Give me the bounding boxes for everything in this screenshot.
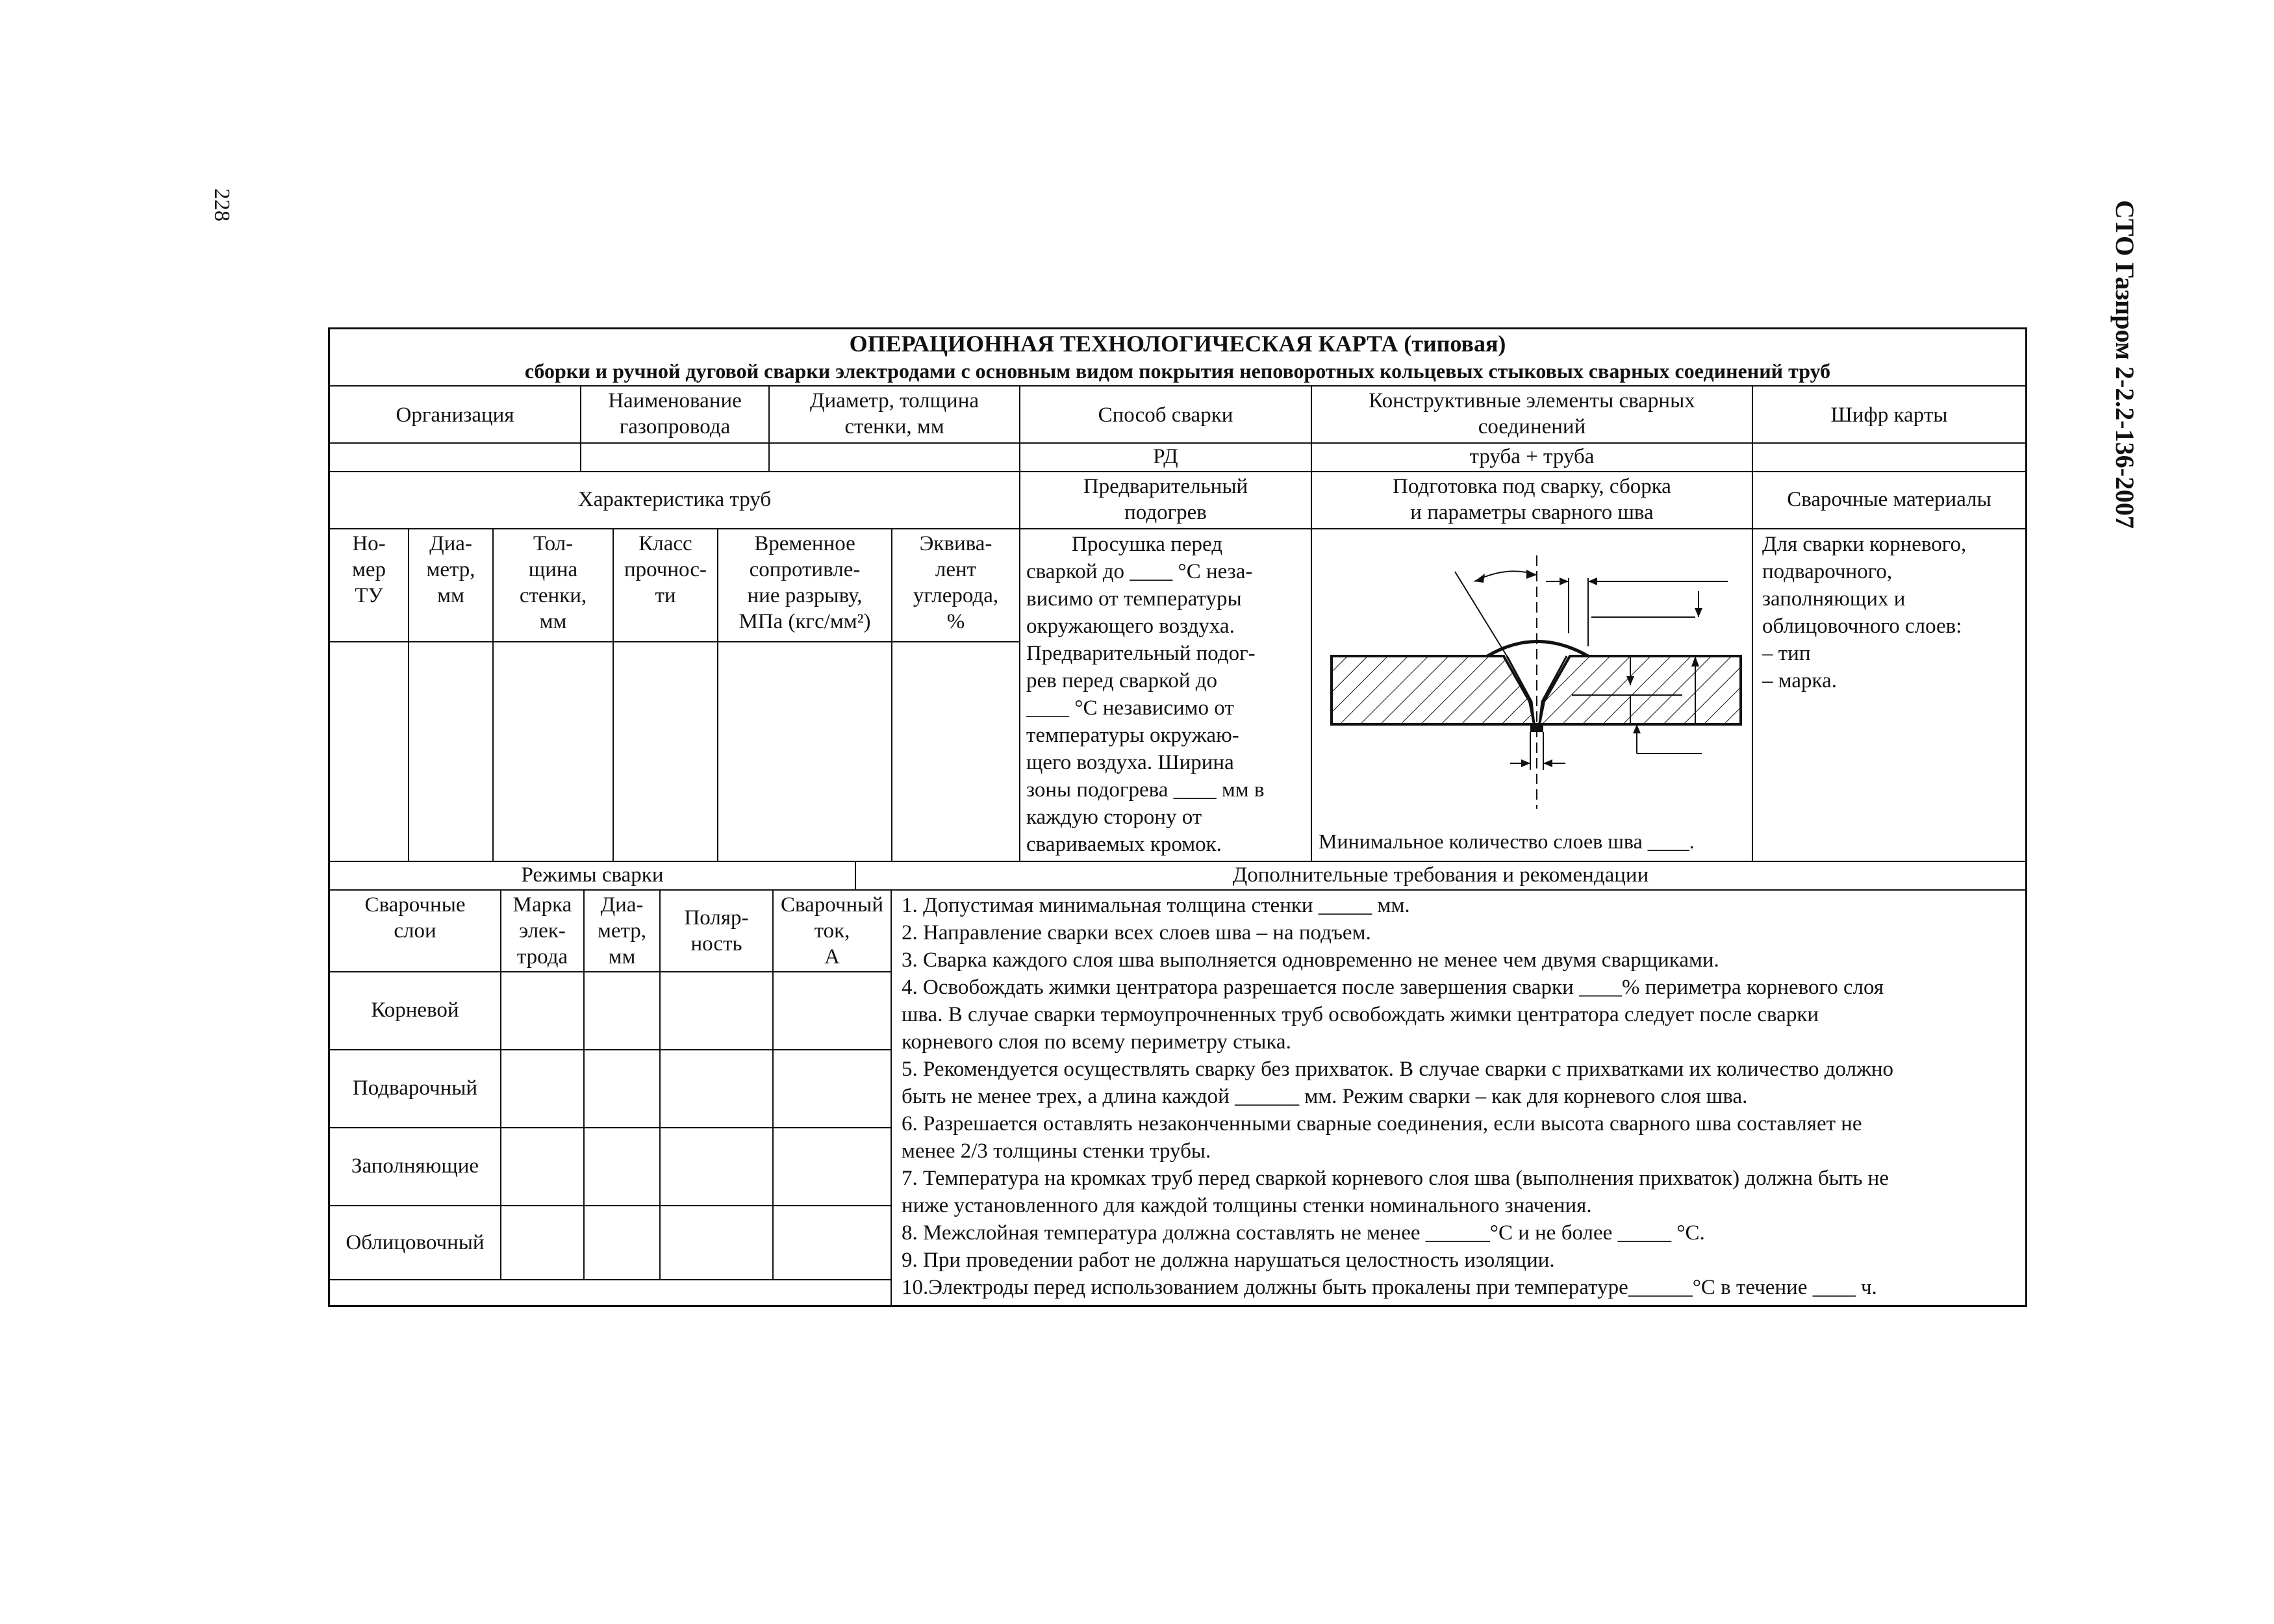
page-number: 228 [210,188,234,222]
materials-header: Сварочные материалы [1787,488,1991,511]
pipeline-name-header-2: газопровода [619,415,731,438]
requirement-item: 5. Рекомендуется осуществлять сварку без прихваток. В случае сварки с прихватками их количество должно [902,1058,1894,1081]
requirement-item: корневого слоя по всему периметру стыка. [902,1030,1291,1054]
pipe-characteristics-header: Характеристика труб [577,488,772,511]
card-title: ОПЕРАЦИОННАЯ ТЕХНОЛОГИЧЕСКАЯ КАРТА (типовая) [849,331,1506,357]
requirement-item: 7. Температура на кромках труб перед сваркой корневого слоя шва (выполнения прихваток) должна быть не [902,1167,1889,1190]
column-electrode-diameter: Диа- метр, мм [597,893,647,969]
requirement-item: 8. Межслойная температура должна составлять не менее ______°С и не более _____ °С. [902,1221,1705,1245]
rule [330,1049,891,1050]
requirement-item: ниже установленного для каждой толщины стенки номинального значения. [902,1194,1592,1217]
column-welding-current: Сварочный ток, А [780,893,884,969]
card-code-header: Шифр карты [1830,403,1948,427]
rule [330,385,2025,387]
welding-method-value: РД [1153,445,1178,468]
column-tensile-strength: Временное сопротивле- ние разрыву, МПа (кгс/мм²) [739,532,871,633]
structural-header-2: соединений [1478,415,1586,438]
right-pipe-section [1539,656,1741,724]
preheat-header-2: подогрев [1124,501,1207,524]
rule [330,1205,891,1206]
requirement-item: 2. Направление сварки всех слоев шва – на подъем. [902,921,1371,945]
requirement-item: шва. В случае сварки термоупрочненных труб освобождать жимки центратора следует после сварки [902,1003,1819,1026]
column-diameter: Диа- метр, мм [426,532,475,607]
requirement-item: 6. Разрешается оставлять незаконченными сварные соединения, если высота сварного шва составляет не [902,1112,1862,1136]
requirement-item: 4. Освобождать жимки центратора разрешается после завершения сварки ____% периметра корневого слоя [902,976,1884,999]
rule [1752,385,1753,861]
rule [330,1127,891,1128]
document-code: СТО Газпром 2-2.2-136-2007 [2110,200,2140,529]
layer-cap: Облицовочный [346,1231,485,1254]
welding-modes-header: Режимы сварки [521,863,664,887]
column-wall-thickness: Тол- щина стенки, мм [519,532,587,633]
requirement-item: 1. Допустимая минимальная толщина стенки _____ мм. [902,894,1410,917]
welding-method-header: Способ сварки [1098,403,1233,427]
column-tu-number: Но- мер ТУ [351,532,386,607]
column-electrode-grade: Марка элек- трода [512,893,572,969]
column-welding-layers: Сварочные слои [364,893,466,943]
requirement-item: 3. Сварка каждого слоя шва выполняется одновременно не менее чем двумя сварщиками. [902,948,1719,972]
structure-value: труба + труба [1469,445,1595,468]
technological-card [328,327,2027,1307]
diameter-header-1: Диаметр, толщина [809,389,979,412]
rule [330,1279,891,1280]
left-pipe-section [1332,656,1534,724]
requirement-item: 10.Электроды перед использованием должны быть прокалены при температуре______°С в течение ____ ч. [902,1276,1877,1299]
requirements-list [902,892,2022,1301]
column-carbon-equivalent: Эквива- лент углерода, % [913,532,999,633]
rule [330,528,2025,529]
diameter-header-2: стенки, мм [844,415,944,438]
requirement-item: менее 2/3 толщины стенки трубы. [902,1139,1211,1163]
requirement-item: быть не менее трех, а длина каждой ______ мм. Режим сварки – как для корневого слоя шва. [902,1085,1748,1108]
min-layers-text: Минимальное количество слоев шва ____. [1319,830,1695,853]
column-strength-class: Класс прочнос- ти [624,532,707,607]
requirement-item: 9. При проведении работ не должна нарушаться целостность изоляции. [902,1249,1555,1272]
requirements-header: Дополнительные требования и рекомендации [1232,863,1649,887]
card-subtitle: сборки и ручной дуговой сварки электродами с основным видом покрытия неповоротных кольцевых стыковых сварных соединений труб [524,359,1831,383]
layer-filling: Заполняющие [351,1154,479,1178]
organization-header: Организация [396,403,514,427]
structural-header-1: Конструктивные элементы сварных [1369,389,1695,412]
weld-joint-diagram [1312,529,1752,859]
layer-backing: Подварочный [352,1076,478,1100]
preheat-header-1: Предварительный [1083,475,1248,498]
rule [330,641,1019,642]
column-polarity: Поляр- ность [684,906,749,956]
rule [330,971,891,972]
materials-text: Для сварки корневого, подварочного, заполняющих и облицовочного слоев: – тип – марка. [1762,533,1967,692]
rule [891,889,892,1305]
preheat-text: Просушка перед сваркой до ____ °С неза- висимо от температуры окружающего воздуха. Предварительный подог- рев перед сваркой до ____ °С независимо от температуры окружаю- щего воздуха. Ширина зоны подогрева ____ мм в каждую сторону от свариваемых кромок. [1026,533,1265,856]
rule [330,471,2025,472]
pipeline-name-header-1: Наименование [608,389,742,412]
preparation-header-2: и параметры сварного шва [1410,501,1654,524]
preparation-header-1: Подготовка под сварку, сборка [1393,475,1671,498]
layer-root: Корневой [371,998,459,1022]
